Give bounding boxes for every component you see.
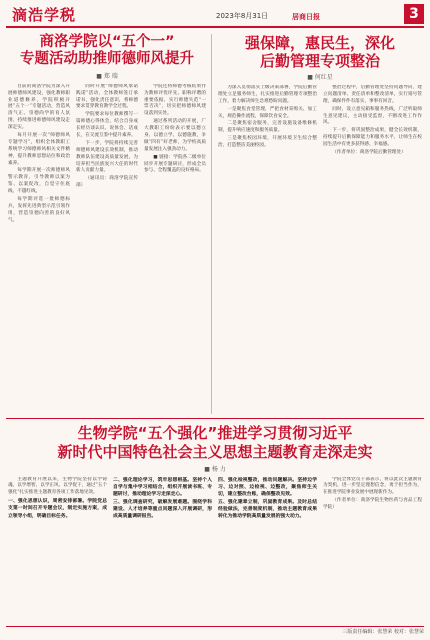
paragraph: （通讯员：商洛学院宣传部） bbox=[76, 176, 138, 189]
article-byline: ■ 杨 力 bbox=[204, 465, 226, 473]
headline-line-1: 生物学院“五个强化”推进学习贯彻习近平 bbox=[77, 424, 353, 442]
article-column bbox=[323, 477, 422, 627]
article-column bbox=[113, 477, 212, 627]
article-headline bbox=[8, 424, 422, 462]
paragraph: 二、强化理论学习，筑牢思想根基。坚持个人自学与集中学习相结合，组织开展读书班、专题研讨，推动理论学习走深走心。 bbox=[113, 476, 212, 497]
issue-date: 2023年8月31日 bbox=[216, 12, 269, 20]
paragraph: 二是聚焦宿舍服务，完善设施设备维修机制，提升响应速度和服务质量。 bbox=[218, 121, 317, 134]
headline-line-1: 强保障，惠民生，深化 bbox=[244, 34, 395, 52]
article-body bbox=[8, 84, 206, 424]
paragraph: 五、强化建章立制，巩固教育成果。及时总结经验做法，完善制度机制，推动主题教育成果转化为推动学院高质量发展的强大动力。 bbox=[218, 499, 317, 520]
article-headline bbox=[218, 34, 422, 70]
paragraph: 同时开展“师德师风承诺践诺”活动，全体教师签订承诺书，强化责任意识，将师德要求贯穿教育教学全过程。 bbox=[76, 83, 138, 110]
article-column bbox=[323, 85, 422, 421]
section-divider bbox=[6, 418, 424, 419]
page-number-badge: 3 bbox=[404, 4, 424, 24]
paragraph: ■ 链接：学院各二级单位同步开展专题研讨，形成全员参与、全程覆盖的良好格局。 bbox=[144, 154, 206, 174]
headline-line-2: 专题活动助推师德师风提升 bbox=[20, 51, 194, 68]
paragraph: 下一步，将巩固整治成果，健全长效机制，持续提升后勤保障能力和服务水平，让师生在校园生活中有更多获得感、幸福感。 bbox=[323, 128, 422, 148]
column-divider bbox=[211, 34, 212, 414]
article-body bbox=[8, 477, 422, 627]
paragraph: 通过系列活动的开展，广大教职工纷纷表示要以德立身、以德立学、以德施教，争做“四有”好老师，为学校高质量发展注入强劲动力。 bbox=[144, 119, 206, 152]
article-column bbox=[144, 84, 206, 424]
article-logistics bbox=[218, 34, 422, 414]
paragraph: 一是聚焦食堂管理，严把食材采购关、加工关，规范操作流程，保障饮食安全。 bbox=[218, 106, 317, 119]
paragraph: 主题教育开展以来，生物学院坚持以学铸魂、以学增智、以学正风、以学促干，通过“五个强化”扎实推进主题教育各项工作落地见效。 bbox=[8, 476, 107, 496]
paragraph: 每月开展一次“师德师风专题学习”，组织全体教职工系统学习师德师风相关文件精神，提升教师思想站位和政治素养。 bbox=[8, 133, 70, 166]
paragraph: （作者单位：商洛学院生物医药与食品工程学院） bbox=[323, 498, 422, 511]
paragraph: 为深入贯彻落实上级决策部署，学院后勤管理处立足服务师生，扎实推进后勤管理专项整治工作，着力解决师生急难愁盼问题。 bbox=[218, 85, 317, 104]
masthead: 滴浩学税 bbox=[12, 6, 77, 24]
article-column bbox=[8, 477, 107, 627]
article-byline: ■ 郑 瑞 bbox=[96, 72, 118, 80]
paragraph: 学院要求每位教师撰写一篇师德心得体会，结合自身成长经历谈认识、说体会、话成长，在交流互鉴中提升素养。 bbox=[76, 112, 138, 139]
headline-line-2: 新时代中国特色社会主义思想主题教育走深走实 bbox=[57, 442, 373, 461]
paragraph: 四、强化检视整改，推动问题解决。坚持边学习、边对照、边检视、边整改，聚焦师生关切，建立整改台账，确保整改见效。 bbox=[218, 476, 317, 497]
article-teacher-ethics bbox=[8, 34, 206, 414]
article-byline: ■ 何红星 bbox=[307, 74, 333, 81]
paragraph: 整治过程中，后勤管理处坚持问题导向，建立问题清单、责任清单和整改清单，实行销号管理，确保件件有落实、事事有回音。 bbox=[323, 85, 422, 104]
paragraph: 同时，设立意见箱和服务热线，广泛听取师生意见建议，主动接受监督，不断改进工作作风。 bbox=[323, 106, 422, 126]
article-column bbox=[218, 85, 317, 421]
paragraph: （作者单位：商洛学院后勤管理处） bbox=[332, 150, 406, 156]
article-column bbox=[8, 84, 70, 424]
section-name: 居商日报 bbox=[292, 13, 320, 21]
article-biology-college bbox=[8, 424, 422, 624]
paragraph: 学院还将师德考核结果作为教师评优评先、职称评聘的重要依据，实行师德失范“一票否决”，切实把师德师风建设落到实处。 bbox=[144, 83, 206, 117]
paragraph: 三、强化调查研究，破解发展难题。围绕学科建设、人才培养等重点问题深入开展调研，形成高质量调研报告。 bbox=[113, 499, 212, 520]
article-column bbox=[218, 477, 317, 627]
paragraph: 学院全体党员干部表示，将以此次主题教育为契机，进一步坚定理想信念，勇于担当作为，在推进学院事业发展中展现新作为。 bbox=[323, 476, 422, 496]
header-rule bbox=[6, 26, 424, 28]
paragraph: 每学期开展一次师德师风警示教育，引导教师以案为鉴、以案促改，自觉守住底线、不越红线。 bbox=[8, 168, 70, 195]
paragraph: 三是聚焦校园环境，开展环境卫生综合整治，打造整洁美丽校园。 bbox=[218, 136, 317, 149]
page-header bbox=[6, 4, 424, 26]
paragraph: 目前的商洛学院为深入开展师德师风建设，强化教师职业道德修养，学院积极开展“五个一”专题活动，营造风清气正、崇德尚学的育人氛围，持续推进师德师风建设走深走实。 bbox=[8, 83, 70, 131]
paragraph: 下一步，学院将持续完善师德师风建设长效机制，推动教师队伍建设高质量发展，为培养担当民族复兴大任的时代新人贡献力量。 bbox=[76, 140, 138, 174]
article-body bbox=[218, 85, 422, 421]
paragraph: 每学期评选一批师德标兵，发挥先进典型示范引领作用，营造崇德向善的良好风气。 bbox=[8, 197, 70, 223]
headline-line-1: 商洛学院以“五个一” bbox=[39, 34, 175, 50]
headline-line-2: 后勤管理专项整治 bbox=[259, 52, 380, 70]
page-footer: 三版责任编辑：张慧荣 校对：张慧荣 bbox=[6, 626, 424, 638]
article-column bbox=[76, 84, 138, 424]
article-headline bbox=[8, 34, 206, 69]
paragraph: 一、强化思想认识，周密安排部署。学院党总支第一时间召开专题会议，制定实施方案，成立领导小组，明确目标任务。 bbox=[8, 498, 107, 519]
